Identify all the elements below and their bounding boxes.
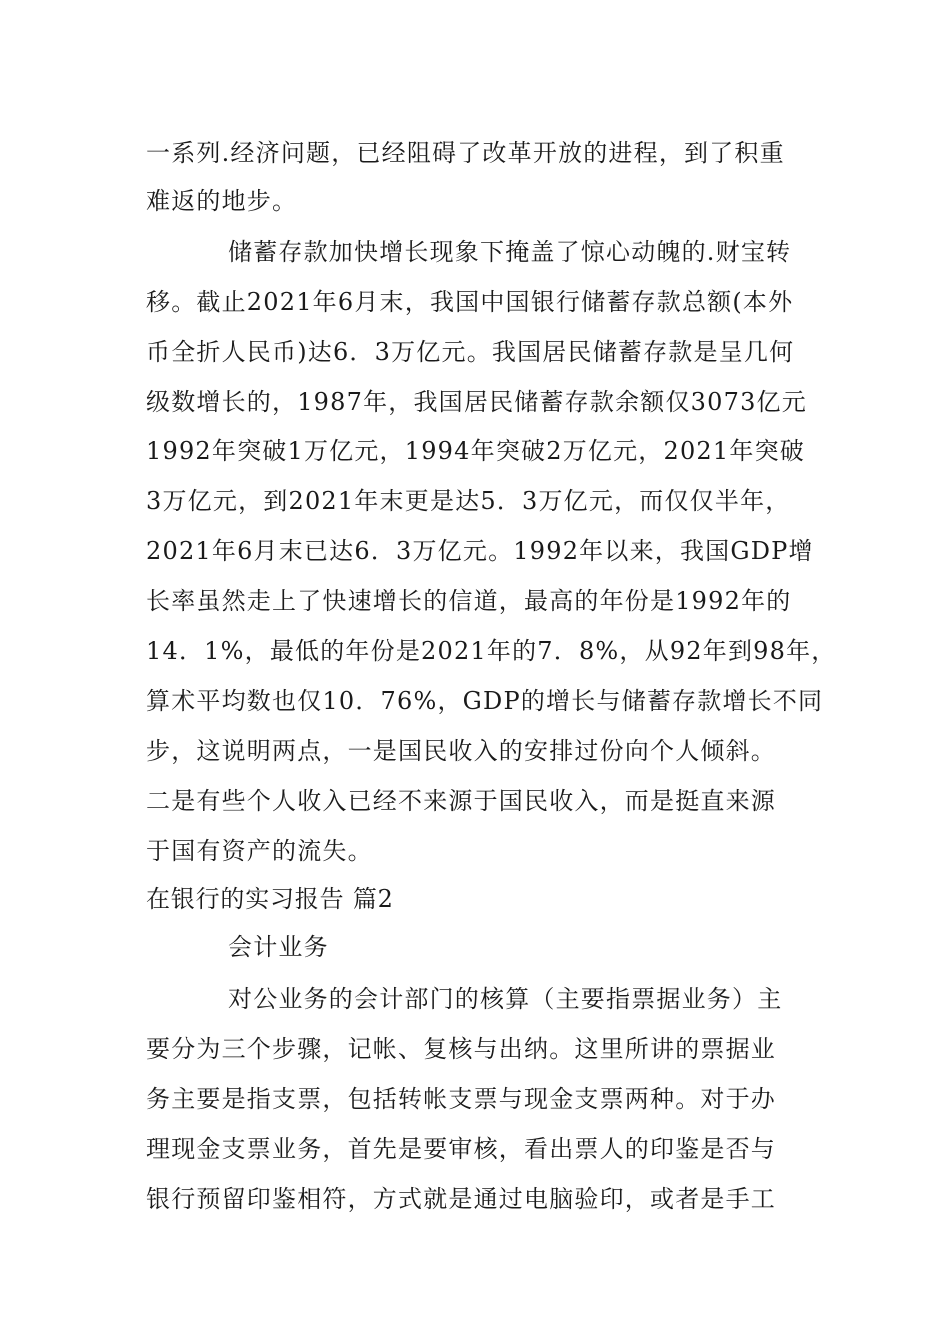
paragraph-line: 于国有资产的流失。 (146, 837, 373, 865)
paragraph-line: 14．1%，最低的年份是2021年的7．8%，从92年到98年， (146, 637, 837, 665)
paragraph-line: 3万亿元，到2021年末更是达5．3万亿元，而仅仅半年， (146, 487, 791, 515)
paragraph-line: 理现金支票业务，首先是要审核，看出票人的印鉴是否与 (146, 1135, 776, 1163)
section-heading: 在银行的实习报告 篇2 (146, 885, 394, 913)
paragraph-line: 长率虽然走上了快速增长的信道，最高的年份是1992年的 (146, 587, 792, 615)
paragraph-line: 移。截止2021年6月末，我国中国银行储蓄存款总额(本外 (146, 288, 794, 316)
paragraph-line: 币全折人民币)达6．3万亿元。我国居民储蓄存款是呈几何 (146, 338, 795, 366)
paragraph-line: 要分为三个步骤，记帐、复核与出纳。这里所讲的票据业 (146, 1035, 776, 1063)
sub-heading: 会计业务 (228, 933, 329, 961)
paragraph-line: 级数增长的，1987年，我国居民储蓄存款余额仅3073亿元 (146, 388, 807, 416)
paragraph-line: 储蓄存款加快增长现象下掩盖了惊心动魄的.财宝转 (228, 238, 792, 266)
paragraph-line: 对公业务的会计部门的核算（主要指票据业务）主 (228, 985, 783, 1013)
paragraph-line: 务主要是指支票，包括转帐支票与现金支票两种。对于办 (146, 1085, 776, 1113)
paragraph-line: 一系列.经济问题，已经阻碍了改革开放的进程，到了积重 (146, 139, 785, 167)
paragraph-line: 二是有些个人收入已经不来源于国民收入，而是挺直来源 (146, 787, 776, 815)
paragraph-line: 难返的地步。 (146, 187, 298, 215)
paragraph-line: 1992年突破1万亿元，1994年突破2万亿元，2021年突破 (146, 437, 805, 465)
paragraph-line: 步，这说明两点，一是国民收入的安排过份向个人倾斜。 (146, 737, 776, 765)
paragraph-line: 算术平均数也仅10．76%，GDP的增长与储蓄存款增长不同 (146, 687, 824, 715)
paragraph-line: 2021年6月末已达6．3万亿元。1992年以来，我国GDP增 (146, 537, 814, 565)
paragraph-line: 银行预留印鉴相符，方式就是通过电脑验印，或者是手工 (146, 1185, 776, 1213)
